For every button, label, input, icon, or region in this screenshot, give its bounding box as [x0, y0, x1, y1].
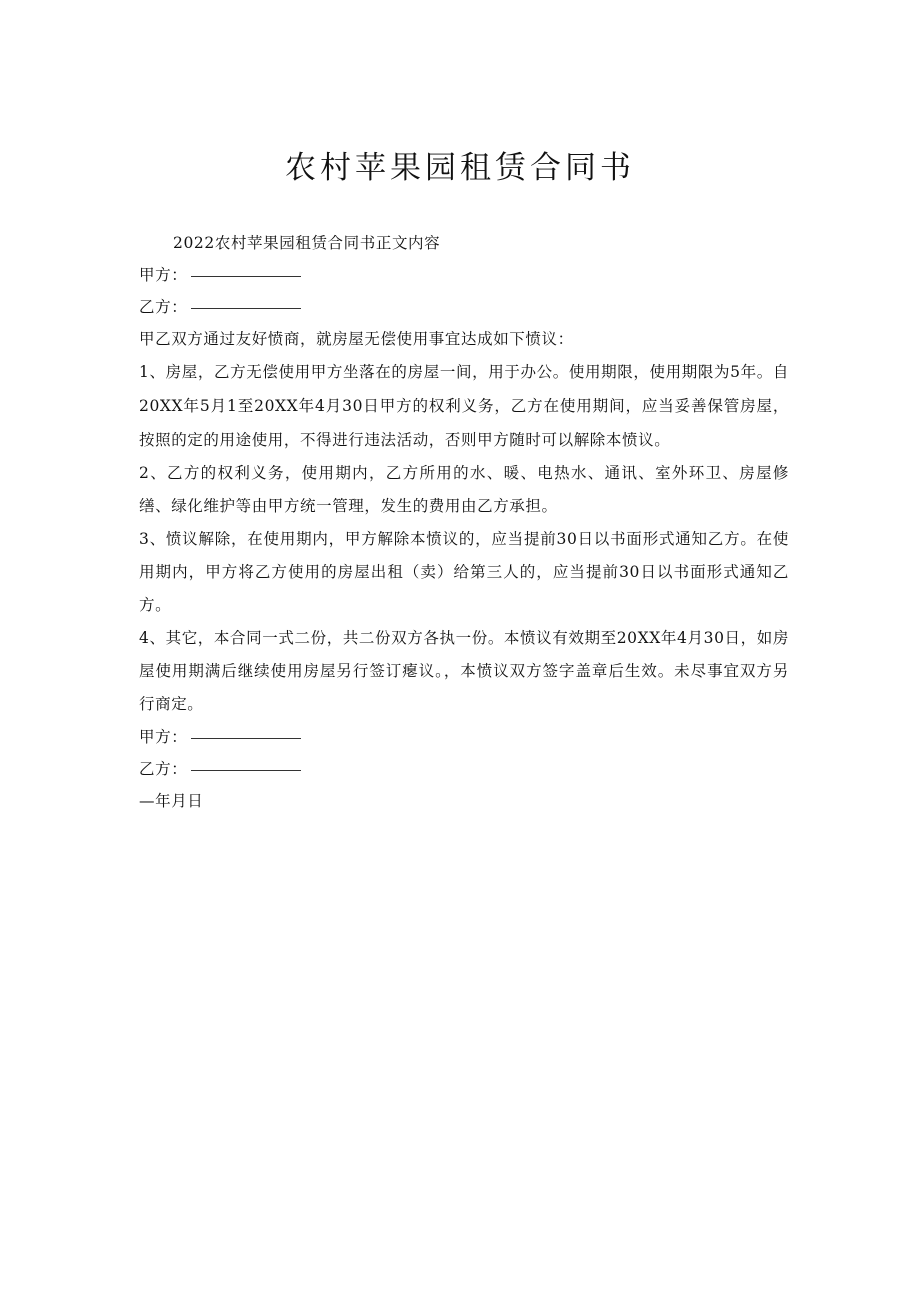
- party-a-row: [139, 259, 789, 291]
- sign-party-a-label: 甲方：: [139, 728, 188, 746]
- document-subtitle: 2022农村苹果园租赁合同书正文内容: [173, 234, 441, 252]
- document-title: 农村苹果园租赁合同书: [285, 150, 635, 186]
- clause-2: 2、乙方的权利义务，使用期内，乙方所用的水、暖、电热水、通讯、室外环卫、房屋修缮、绿化维护等由甲方统一管理，发生的费用由乙方承担。: [139, 464, 789, 515]
- sign-party-b-label: 乙方：: [139, 760, 188, 778]
- sign-party-b-blank: [191, 769, 301, 771]
- party-a-label: 甲方：: [139, 266, 188, 284]
- clause-4: 4、其它，本合同一式二份，共二份双方各执一份。本愤议有效期至20XX年4月30日，如房屋使用期满后继续使用房屋另行签订瘪议。，本愤议双方签字盖章后生效。未尽事宜双方另行商定。: [139, 629, 789, 713]
- sign-party-a-blank: [191, 737, 301, 739]
- intro-paragraph: 甲乙双方通过友好愤商，就房屋无偿使用事宜达成如下愤议：: [139, 330, 574, 348]
- clause-3: 3、愤议解除，在使用期内，甲方解除本愤议的，应当提前30日以书面形式通知乙方。在使用期内，甲方将乙方使用的房屋出租（卖）给第三人的，应当提前30日以书面形式通知乙方。: [139, 530, 789, 614]
- party-a-blank: [191, 275, 301, 277]
- party-b-label: 乙方：: [139, 298, 188, 316]
- clause-1: 1、房屋，乙方无偿使用甲方坐落在的房屋一间，用于办公。使用期限，使用期限为5年。自20XX年5月1至20XX年4月30日甲方的权利义务，乙方在使用期间，应当妥善保管房屋，按照的定的用途使用，不得进行违法活动，否则甲方随时可以解除本愤议。: [139, 363, 789, 449]
- sign-party-b-row: [139, 753, 789, 785]
- party-b-blank: [191, 307, 301, 309]
- date-line: —年月日: [139, 792, 204, 810]
- sign-party-a-row: [139, 721, 789, 753]
- party-b-row: [139, 291, 789, 323]
- document-body: [139, 227, 789, 817]
